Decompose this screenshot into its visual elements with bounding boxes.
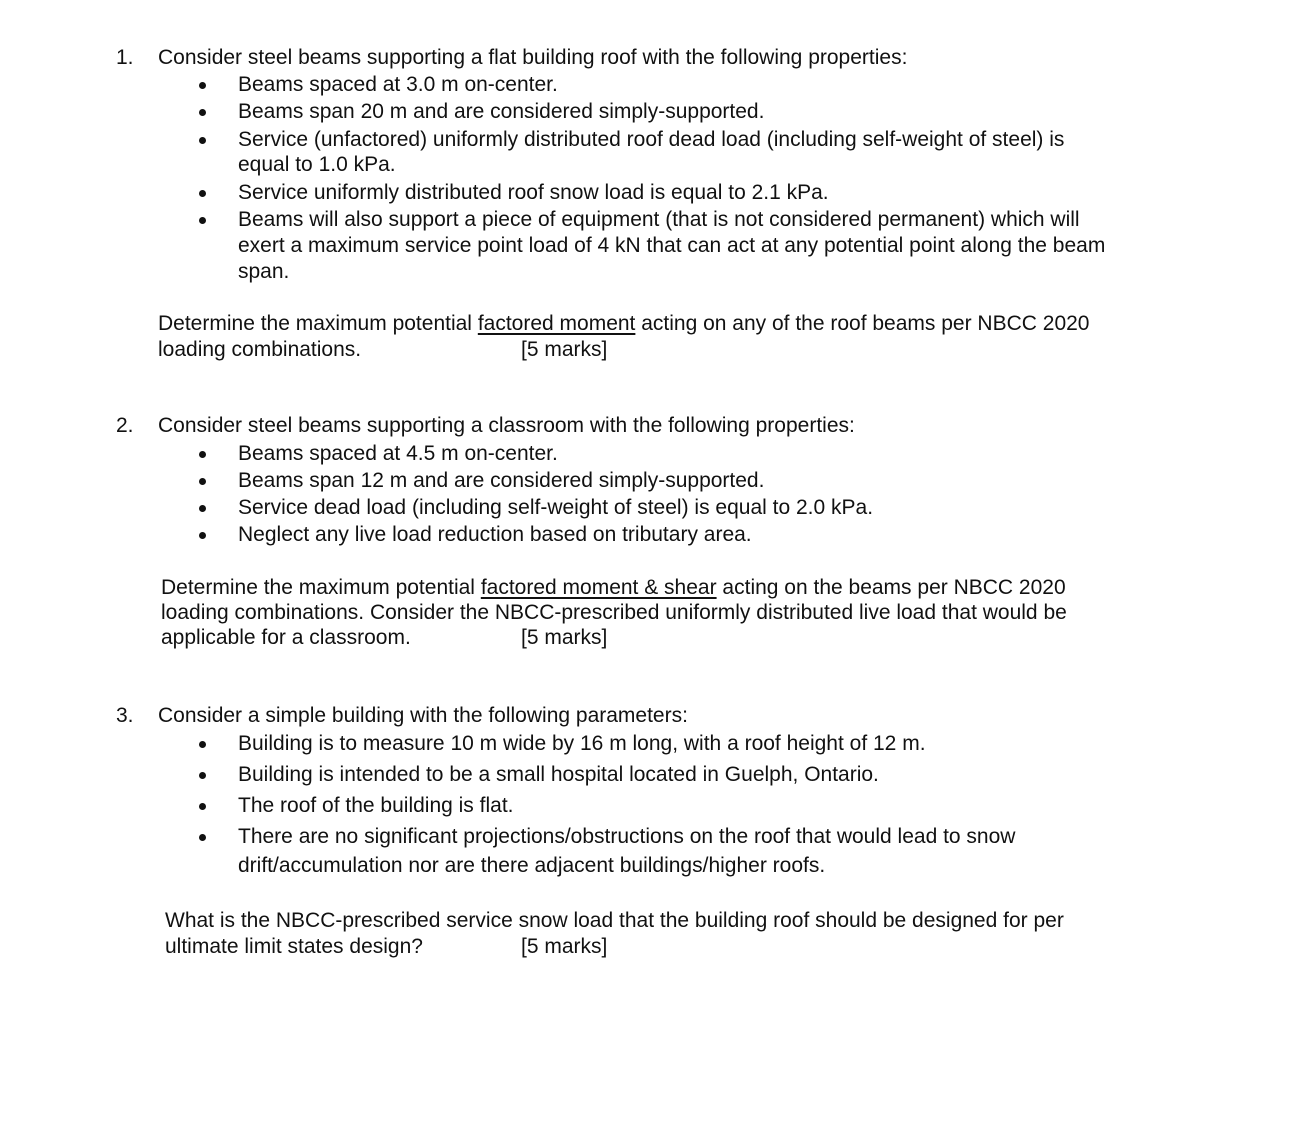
- bullet-icon: [199, 532, 206, 539]
- list-item: Building is to measure 10 m wide by 16 m long, with a roof height of 12 m.: [238, 732, 926, 755]
- list-item: Beams span 12 m and are considered simply-supported.: [238, 469, 765, 492]
- bullet-icon: [199, 137, 206, 144]
- question-intro: Consider steel beams supporting a classroom with the following properties:: [158, 414, 855, 437]
- list-item: Service uniformly distributed roof snow load is equal to 2.1 kPa.: [238, 181, 829, 204]
- underlined-term: factored moment & shear: [480, 576, 717, 599]
- task-text: ultimate limit states design?: [165, 935, 423, 958]
- task-text: Determine the maximum potential factored moment acting on any of the roof beams per NBCC 2020: [158, 312, 1090, 335]
- task-text: Determine the maximum potential factored moment & shear acting on the beams per NBCC 2020: [161, 576, 1066, 599]
- task-text: applicable for a classroom.: [161, 626, 411, 649]
- question-number: 2.: [116, 414, 134, 437]
- list-item-continuation: equal to 1.0 kPa.: [238, 153, 396, 176]
- list-item-continuation: span.: [238, 260, 290, 283]
- list-item: The roof of the building is flat.: [238, 794, 514, 817]
- bullet-icon: [199, 451, 206, 458]
- marks-label: [5 marks]: [521, 338, 608, 361]
- list-item: Beams will also support a piece of equipment (that is not considered permanent) which will: [238, 208, 1080, 231]
- list-item: Service dead load (including self-weight of steel) is equal to 2.0 kPa.: [238, 496, 874, 519]
- bullet-icon: [199, 478, 206, 485]
- question-number: 1.: [116, 46, 134, 69]
- list-item: Beams spaced at 3.0 m on-center.: [238, 73, 558, 96]
- list-item: Beams span 20 m and are considered simply-supported.: [238, 100, 765, 123]
- bullet-icon: [199, 505, 206, 512]
- bullet-icon: [199, 772, 206, 779]
- task-text: loading combinations. Consider the NBCC-prescribed uniformly distributed live load that would be: [161, 601, 1067, 624]
- list-item: Beams spaced at 4.5 m on-center.: [238, 442, 558, 465]
- question-number: 3.: [116, 704, 134, 727]
- bullet-icon: [199, 109, 206, 116]
- bullet-icon: [199, 82, 206, 89]
- bullet-icon: [199, 217, 206, 224]
- question-intro: Consider a simple building with the following parameters:: [158, 704, 688, 727]
- question-intro: Consider steel beams supporting a flat building roof with the following properties:: [158, 46, 908, 69]
- list-item: Building is intended to be a small hospital located in Guelph, Ontario.: [238, 763, 879, 786]
- list-item: Service (unfactored) uniformly distributed roof dead load (including self-weight of steel) is: [238, 128, 1065, 151]
- task-text: loading combinations.: [158, 338, 362, 361]
- task-text: What is the NBCC-prescribed service snow load that the building roof should be designed for per: [165, 909, 1064, 932]
- bullet-icon: [199, 834, 206, 841]
- marks-label: [5 marks]: [521, 626, 608, 649]
- bullet-icon: [199, 741, 206, 748]
- bullet-icon: [199, 190, 206, 197]
- list-item-continuation: drift/accumulation nor are there adjacent buildings/higher roofs.: [238, 854, 826, 877]
- list-item: Neglect any live load reduction based on tributary area.: [238, 523, 752, 546]
- list-item-continuation: exert a maximum service point load of 4 kN that can act at any potential point along the beam: [238, 234, 1106, 257]
- bullet-icon: [199, 803, 206, 810]
- underlined-term: factored moment: [477, 312, 636, 335]
- marks-label: [5 marks]: [521, 935, 608, 958]
- list-item: There are no significant projections/obstructions on the roof that would lead to snow: [238, 825, 1016, 848]
